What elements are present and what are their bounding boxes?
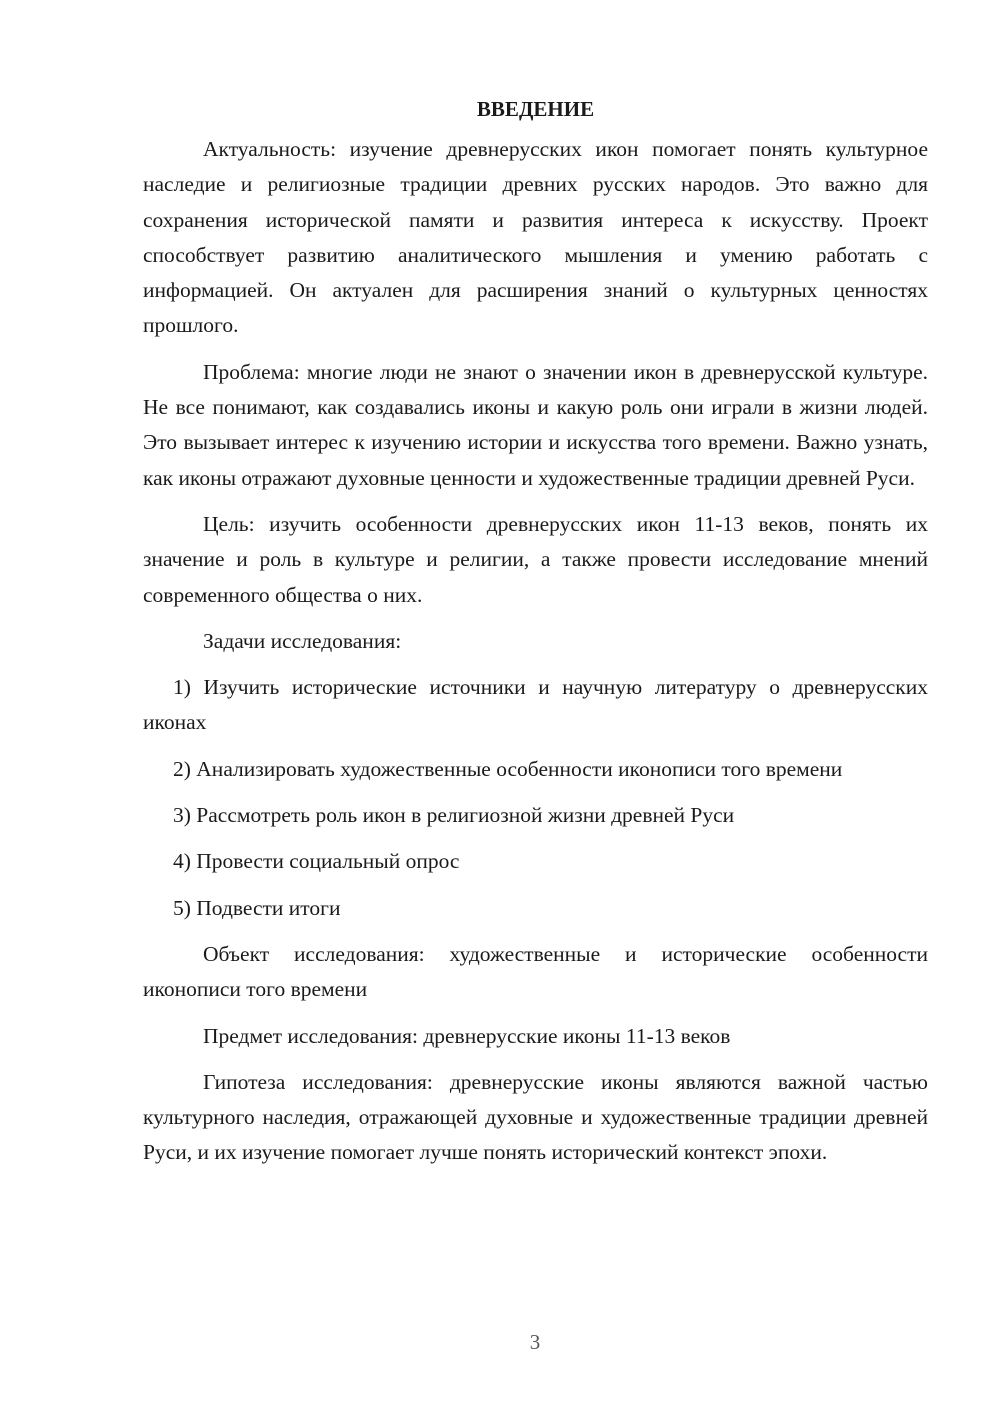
document-page [143, 92, 928, 1182]
list-item: 5) Подвести итоги [173, 895, 341, 920]
hypothesis-paragraph: Гипотеза исследования: древнерусские иконы являются важной частью культурного наследия, отражающей духовные и художественные традиции древней Руси, и их изучение помогает лучше понять исторический контекст эпохи. [143, 1069, 928, 1165]
list-item: 1) Изучить исторические источники и научную литературу о древнерусских иконах [143, 675, 928, 735]
tasks-list [143, 670, 928, 926]
section-title: ВВЕДЕНИЕ [476, 97, 595, 121]
goal-paragraph: Цель: изучить особенности древнерусских икон 11-13 веков, понять их значение и роль в культуре и религии, а также провести исследование мнений современного общества о них. [143, 511, 928, 607]
subject-paragraph: Предмет исследования: древнерусские иконы 11-13 веков [203, 1023, 731, 1048]
list-item: 2) Анализировать художественные особенности иконописи того времени [173, 756, 843, 781]
list-item: 4) Провести социальный опрос [173, 849, 460, 874]
page-number: 3 [529, 1330, 541, 1354]
tasks-heading: Задачи исследования: [203, 628, 402, 653]
problem-paragraph: Проблема: многие люди не знают о значении икон в древнерусской культуре. Не все понимают, как создавались иконы и какую роль они играли в жизни людей. Это вызывает интерес к изучению истории и искусства того времени. Важно узнать, как иконы отражают духовные ценности и художественные традиции древней Руси. [143, 359, 928, 490]
object-paragraph: Объект исследования: художественные и исторические особенности иконописи того времени [143, 941, 928, 1002]
relevance-paragraph: Актуальность: изучение древнерусских икон помогает понять культурное наследие и религиозные традиции древних русских народов. Это важно для сохранения исторической памяти и развития интереса к искусству. Проект способствует развитию аналитического мышления и умению работать с информацией. Он актуален для расширения знаний о культурных ценностях прошлого. [143, 137, 928, 338]
list-item: 3) Рассмотреть роль икон в религиозной жизни древней Руси [173, 803, 735, 828]
